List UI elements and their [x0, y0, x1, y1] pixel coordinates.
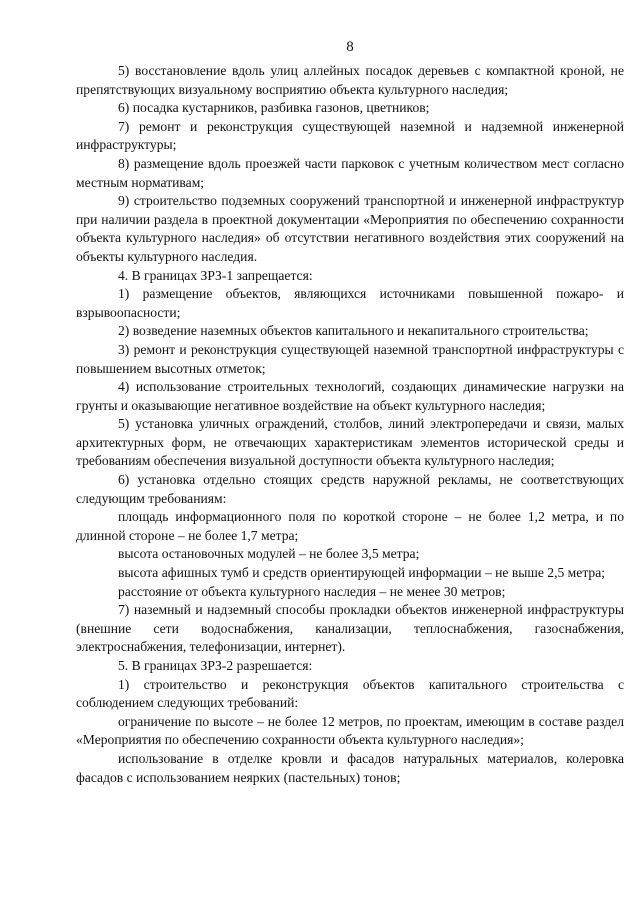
- section-heading: 4. В границах ЗРЗ-1 запрещается:: [118, 267, 313, 283]
- paragraph: 6) посадка кустарников, разбивка газонов, цветников;: [118, 100, 430, 116]
- paragraph: 6) установка отдельно стоящих средств наружной рекламы, не соответствующих следующим требованиям:: [76, 472, 624, 506]
- paragraph: 1) размещение объектов, являющихся источниками повышенной пожаро- и взрывоопасности;: [76, 286, 624, 320]
- paragraph: 7) ремонт и реконструкция существующей наземной и надземной инженерной инфраструктуры;: [76, 118, 624, 153]
- paragraph: 4) использование строительных технологий, создающих динамические нагрузки на грунты и оказывающие негативное воздействие на объект культурного наследия;: [76, 379, 624, 413]
- paragraph: 3) ремонт и реконструкция существующей наземной транспортной инфраструктуры с повышением высотных отметок;: [76, 341, 624, 376]
- section-heading: 5. В границах ЗРЗ-2 разрешается:: [118, 658, 313, 673]
- paragraph: 8) размещение вдоль проезжей части парковок с учетным количеством мест согласно местным нормативам;: [76, 155, 624, 190]
- paragraph: использование в отделке кровли и фасадов натуральных материалов, колеровка фасадов с использованием неярких (пастельных) тонов;: [76, 750, 624, 785]
- paragraph: площадь информационного поля по короткой стороне – не более 1,2 метра, и по длинной стороне – не более 1,7 метра;: [76, 509, 624, 543]
- paragraph: 5) восстановление вдоль улиц аллейных посадок деревьев с компактной кроной, не препятствующих визуальному восприятию объекта культурного наследия;: [76, 63, 624, 97]
- paragraph: расстояние от объекта культурного наследия – не менее 30 метров;: [118, 583, 506, 599]
- paragraph: 5) установка уличных ограждений, столбов, линий электропередачи и связи, малых архитектурных форм, не отвечающих характеристикам элементов исторической среды и требованиям обеспечения визуальной доступности объекта культурного наследия;: [76, 416, 624, 469]
- paragraph: высота афишных тумб и средств ориентирующей информации – не выше 2,5 метра;: [118, 565, 606, 581]
- paragraph: высота остановочных модулей – не более 3,5 метра;: [118, 546, 420, 562]
- paragraph: 7) наземный и надземный способы прокладки объектов инженерной инфраструктуры (внешние сети водоснабжения, канализации, теплоснабжения, газоснабжения, электроснабжения, телефонизации, интернет).: [76, 602, 624, 655]
- paragraph: ограничение по высоте – не более 12 метров, по проектам, имеющим в составе раздел «Мероприятия по обеспечению сохранности объекта культурного наследия»;: [76, 713, 624, 748]
- paragraph: 1) строительство и реконструкция объектов капитального строительства с соблюдением следующих требований:: [76, 676, 624, 711]
- page-number: 8: [346, 39, 354, 55]
- paragraph: 2) возведение наземных объектов капитального и некапитального строительства;: [118, 323, 589, 339]
- document-body: [76, 62, 624, 787]
- paragraph: 9) строительство подземных сооружений транспортной и инженерной инфраструктур при наличии раздела в проектной документации «Мероприятия по обеспечению сохранности объекта культурного наследия» об отсутствии негативного воздействия этих сооружений на объекты культурного наследия.: [76, 193, 624, 264]
